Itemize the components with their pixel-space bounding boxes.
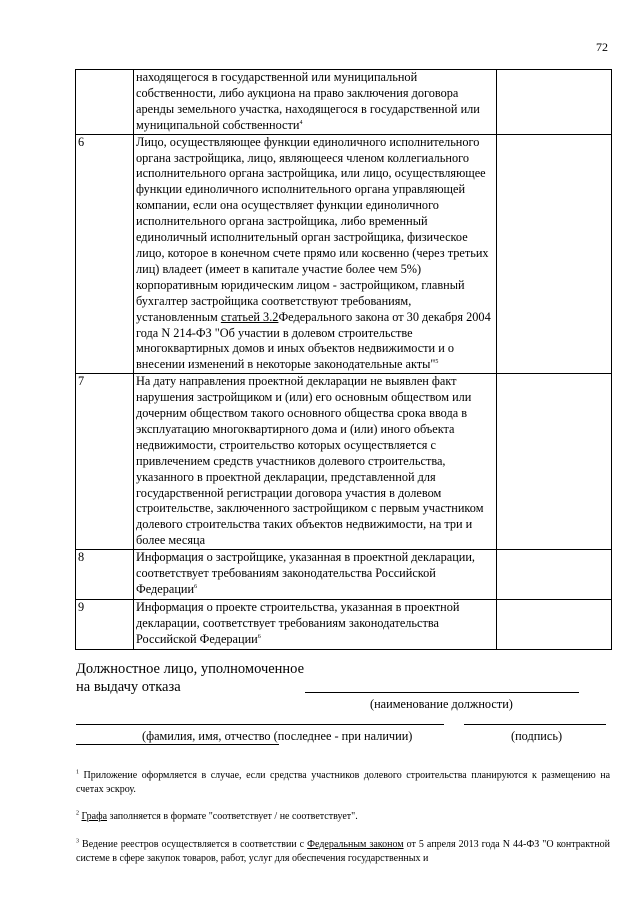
footnote-ref: 6: [257, 633, 261, 640]
official-title-line1: Должностное лицо, уполномоченное: [76, 661, 305, 677]
row-number: [76, 70, 134, 135]
footnote-2: [76, 810, 610, 824]
row-value: [497, 600, 612, 650]
table-row: [76, 134, 612, 374]
footnote-ref: 4: [299, 119, 303, 126]
position-signature-line: [305, 692, 579, 693]
row-description: [134, 70, 497, 135]
description-text: Информация о застройщике, указанная в проектной декларации, соответствует требованиям законодательства Российской Федерации: [136, 550, 476, 596]
footnote-mark: 1: [76, 769, 79, 776]
row-number: 7: [76, 374, 134, 550]
row-value: [497, 374, 612, 550]
description-text: На дату направления проектной декларации не выявлен факт нарушения застройщиком и (или) его основным обществом или дочерним обществом такого основного общества срока ввода в эксплуатацию многоквартирного дома и (или) иного объекта недвижимости, строительство которых осуществляется с привлечением средств участников долевого строительства, указанного в проектной декларации, представленной для государственной регистрации договора участия в долевом строительстве, заключенного застройщиком с первым участником долевого строительства таких объектов недвижимости, на три и более месяца: [136, 374, 484, 548]
page-number: 72: [596, 40, 608, 54]
position-caption: (наименование должности): [370, 697, 513, 711]
federal-law-link[interactable]: Федеральным законом: [307, 839, 404, 850]
footnote-mark: 3: [76, 838, 79, 845]
law-article-link[interactable]: статьей 3.2: [220, 309, 279, 324]
row-description: [134, 134, 497, 374]
row-value: [497, 550, 612, 600]
sign-signature-line: [464, 724, 606, 725]
row-number: 8: [76, 550, 134, 600]
row-value: [497, 134, 612, 374]
table-row: [76, 600, 612, 650]
footnote-3: [76, 838, 610, 866]
footnote-text-cont: от 5 апреля 2013 года N 44-ФЗ "О контрактной системе в сфере закупок товаров, работ, услуг для обеспечения государственных и: [76, 839, 611, 864]
compliance-table: [75, 69, 612, 650]
footnote-ref: 6: [194, 583, 198, 590]
footnote-text: Ведение реестров осуществляется в соответствии с: [82, 839, 308, 850]
row-value: [497, 70, 612, 135]
table-row: [76, 70, 612, 135]
name-caption: (фамилия, имя, отчество (последнее - при наличии): [142, 729, 413, 743]
row-description: [134, 374, 497, 550]
row-number: 9: [76, 600, 134, 650]
table-row: [76, 550, 612, 600]
description-text: находящегося в государственной или муниципальной собственности, либо аукциона на право заключения договора аренды земельного участка, находящегося в государственной или муниципальной собственности: [136, 70, 480, 132]
name-signature-line: [76, 724, 444, 725]
row-description: [134, 600, 497, 650]
row-description: [134, 550, 497, 600]
official-title: [76, 660, 304, 696]
row-number: 6: [76, 134, 134, 374]
description-text-cont: Федерального закона от 30 декабря 2004 года N 214-ФЗ "Об участии в долевом строительстве многоквартирных домов и иных объектов недвижимости и о внесении изменений в некоторые законодательные акты": [136, 309, 491, 372]
footnote-1: [76, 769, 610, 797]
name-continuation-line: [76, 744, 279, 745]
description-text: Информация о проекте строительства, указанная в проектной декларации, соответствует требованиям законодательства Российской Федерации: [136, 600, 460, 646]
footnote-text: Приложение оформляется в случае, если средства участников долевого строительства планируются к размещению на счетах эскроу.: [76, 770, 611, 795]
footnote-link[interactable]: Графа: [81, 811, 108, 822]
official-title-line2: на выдачу отказа: [76, 679, 181, 695]
description-text: Лицо, осуществляющее функции единоличного исполнительного органа застройщика, лицо, являющееся членом коллегиального исполнительного органа застройщика, или лицо, осуществляющее функции единоличного исполнительного органа управляющей компании, если она осуществляет функции единоличного исполнительного органа застройщика, либо временный единоличный исполнительный орган застройщика, физическое лицо, которое в конечном счете прямо или косвенно (через третьих лиц) владеет (имеет в капитале участие более чем 5%) корпоративным юридическим лицом - застройщиком, главный бухгалтер застройщика соответствуют требованиям, установленным: [136, 134, 489, 324]
footnote-mark: 2: [76, 810, 79, 817]
table-row: [76, 374, 612, 550]
footnote-text: заполняется в формате "соответствует / не соответствует".: [107, 811, 358, 822]
footnote-ref: 5: [435, 359, 439, 366]
sign-caption: (подпись): [511, 729, 563, 743]
